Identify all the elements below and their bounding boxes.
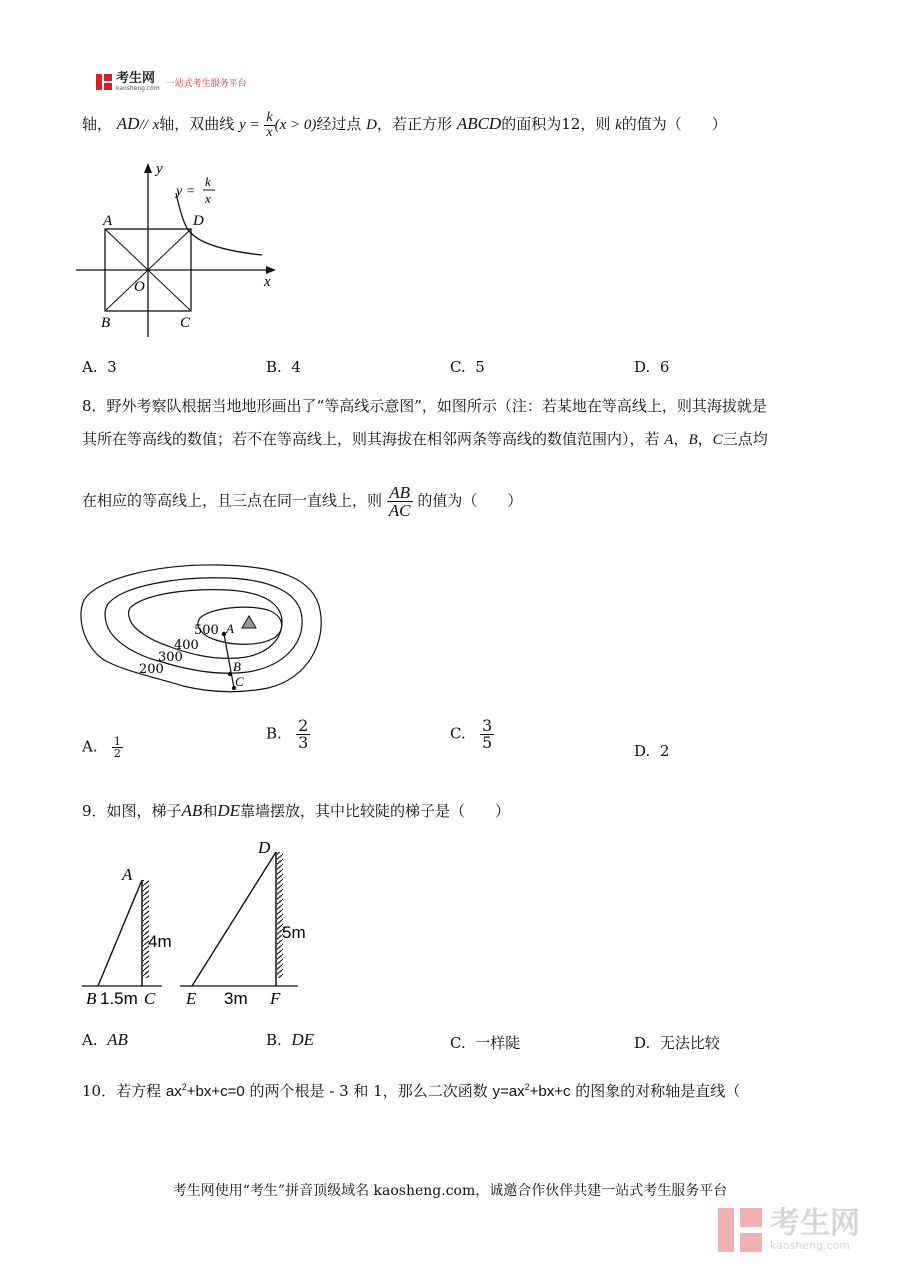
q9-option-c[interactable]: C. 一样陡 (450, 1034, 521, 1052)
q8-ab-over-ac: $\frac{AB}{AC}$ (388, 483, 411, 520)
wall-left-hatch (143, 880, 149, 978)
q8-contour-figure (78, 560, 328, 700)
label-d: D (258, 838, 271, 857)
header-logo (96, 72, 247, 92)
fig-label-o: O (134, 279, 145, 295)
label-a: A (122, 865, 133, 884)
q7-option-a[interactable]: A. 3 (82, 358, 117, 376)
fig-label-b: B (101, 315, 111, 331)
logo-brand: 考生网 (116, 71, 156, 86)
label-f: F (270, 989, 281, 1008)
label-c: C (235, 674, 244, 689)
q9-ladder-figure (78, 830, 308, 1010)
q7-option-c[interactable]: C. 5 (450, 358, 485, 376)
q8-line3: 在相应的等高线上，且三点在同一直线上，则 $\frac{AB}{AC}$ 的值为（ ） (82, 483, 523, 520)
label-3m: 3m (224, 989, 248, 1008)
q8-option-c[interactable]: C. $\frac{3}{5}$ (450, 716, 493, 752)
watermark-brand: 考生网 (770, 1205, 860, 1241)
footer-text: 考生网使用“考生”拼音顶级域名 kaosheng.com，诚邀合作伙伴共建一站式考生服务平台 (172, 1183, 728, 1199)
x-axis-arrow-icon (266, 266, 276, 274)
label-c: C (144, 989, 156, 1008)
label-b: B (233, 659, 241, 674)
label-4m: 4m (148, 932, 172, 951)
y-axis-arrow-icon (144, 163, 152, 173)
q9-option-a[interactable]: A. AB (82, 1030, 128, 1049)
q9-text: 9．如图，梯子AB和DE靠墙摆放，其中比较陡的梯子是（ ） (82, 801, 511, 820)
label-b: B (86, 989, 97, 1008)
q8-option-d[interactable]: D. 2 (634, 742, 670, 760)
label-400: 400 (174, 638, 199, 653)
q8-line2: 其所在等高线的数值；若不在等高线上，则其海拔在相邻两条等高线的数值范围内），若 A，B，C三点均 (82, 430, 768, 448)
logo-slogan: 一站式考生服务平台 (165, 78, 247, 89)
label-200: 200 (139, 662, 164, 677)
q8-option-b[interactable]: B. $\frac{2}{3}$ (266, 716, 309, 752)
fig-curve-x: x (205, 191, 211, 206)
q9-option-d[interactable]: D. 无法比较 (634, 1034, 720, 1052)
fig-label-y: y (156, 161, 163, 177)
logo-brand-sub: kaosheng.com (116, 85, 160, 92)
wall-right-hatch (277, 852, 283, 978)
q10-text: 10．若方程 $ax^2+bx+c=0$ 的两个根是 - 3 和 1，那么二次函数 $y=ax^2+bx+c$ 的图象的对称轴是直线（ (82, 1082, 741, 1100)
ladder-ab (98, 880, 142, 986)
watermark-sub: kaosheng.com (770, 1238, 851, 1252)
label-300: 300 (158, 650, 183, 665)
watermark-logo (718, 1205, 860, 1252)
q7-k-over-x: $\frac{k}{x}$ (266, 109, 273, 140)
q7-figure (76, 155, 286, 340)
label-a: A (226, 621, 234, 636)
peak-triangle-icon (242, 616, 256, 628)
fig-curve-k: k (205, 174, 211, 189)
fig-curve-eq: y = (176, 184, 196, 199)
q7-option-b[interactable]: B. 4 (266, 358, 301, 376)
hyperbola-curve (176, 193, 262, 255)
fig-label-c: C (180, 315, 191, 331)
logo-mark-icon (96, 74, 112, 90)
label-1-5m: 1.5m (100, 989, 138, 1008)
q7-option-d[interactable]: D. 6 (634, 358, 670, 376)
q7-text: 轴， AD// x轴，双曲线 y = $\frac{k}{x}$ (x > 0)经过点 D，若正方形 ABCD的面积为12，则 k的值为（ ） (82, 109, 727, 140)
label-e: E (186, 989, 197, 1008)
label-5m: 5m (282, 923, 306, 942)
fig-label-a: A (103, 213, 113, 229)
q8-line1: 8．野外考察队根据当地地形画出了“等高线示意图”，如图所示（注：若某地在等高线上，则其海拔就是 (82, 397, 767, 415)
q9-option-b[interactable]: B. DE (266, 1030, 315, 1049)
fig-label-d: D (193, 213, 204, 229)
q8-option-a[interactable]: A. $\frac{1}{2}$ (82, 735, 121, 760)
point-b (228, 672, 232, 676)
ladder-de (192, 852, 276, 986)
label-500: 500 (194, 623, 219, 638)
fig-label-x: x (264, 274, 271, 290)
watermark-mark-icon (718, 1208, 762, 1252)
